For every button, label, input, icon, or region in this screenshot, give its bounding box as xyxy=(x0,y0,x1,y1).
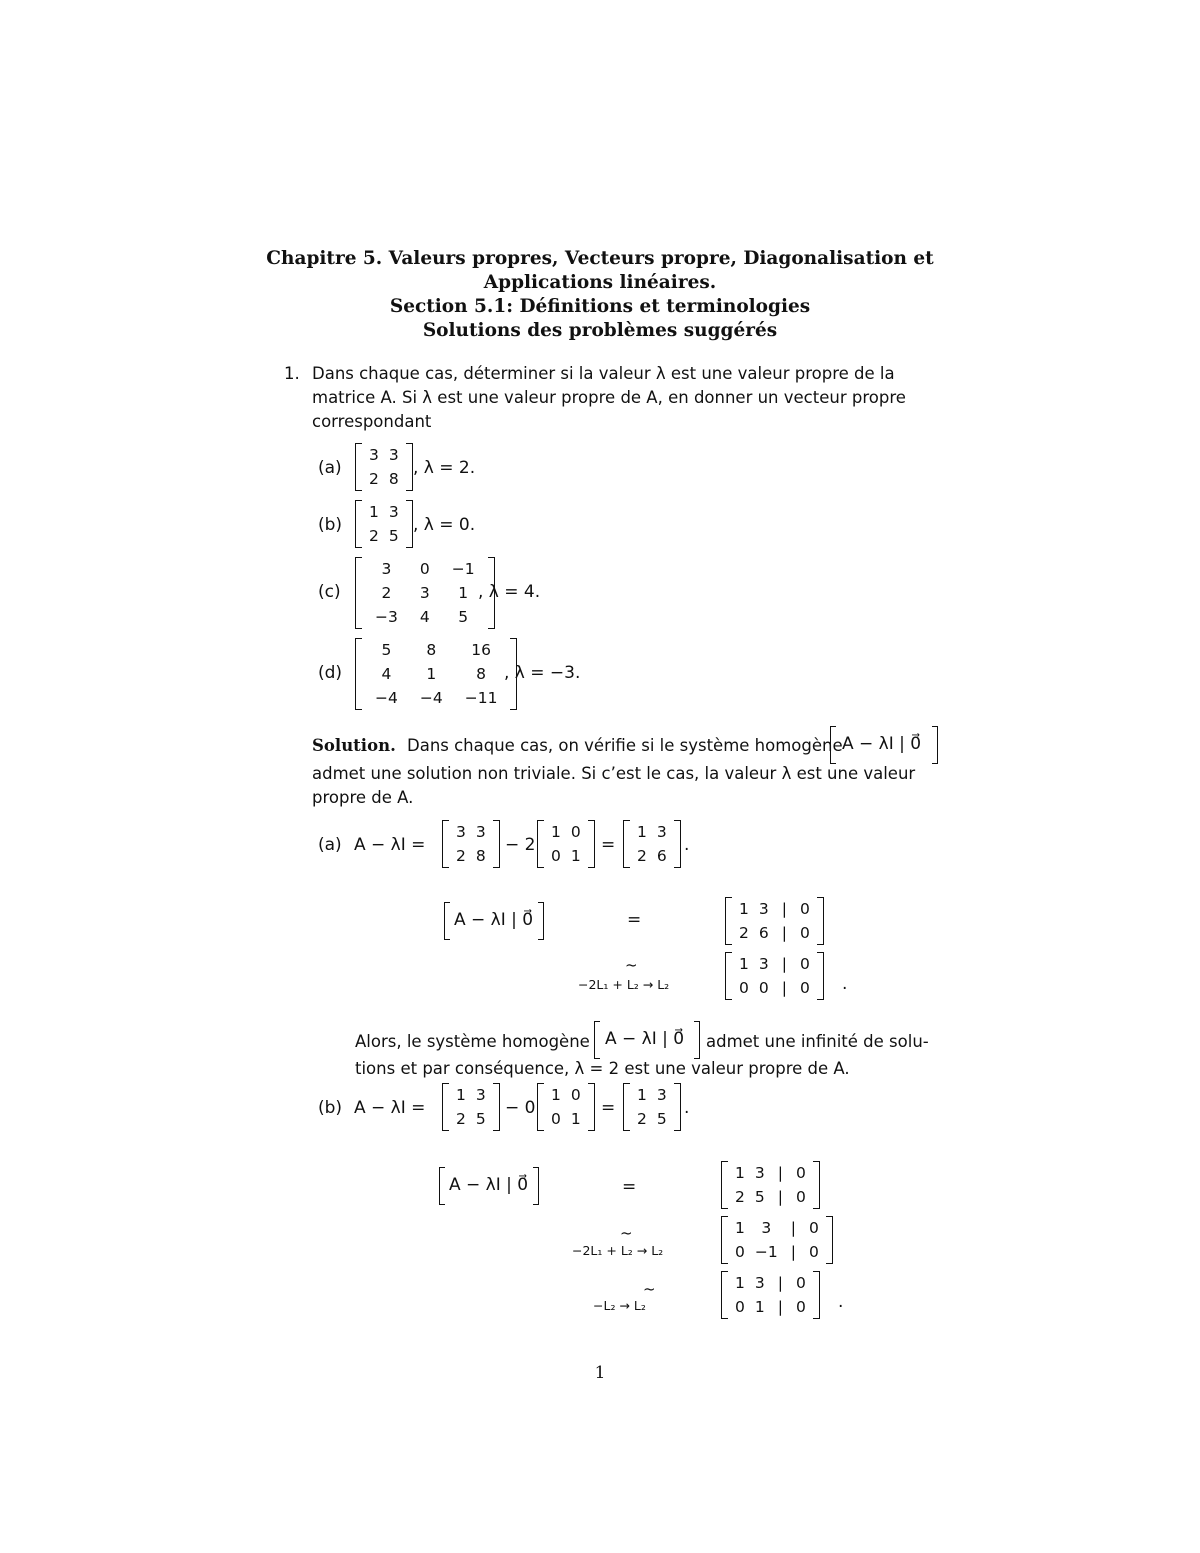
page-number: 1 xyxy=(594,1363,606,1383)
sol-a-identity: 1 0 0 1 xyxy=(537,820,595,868)
sol-b-minus: − 0 xyxy=(505,1098,536,1118)
sol-b-tilde-1: ~ xyxy=(620,1224,633,1242)
sol-a-m1: 3 3 2 8 xyxy=(442,820,500,868)
sol-a-equals: = xyxy=(601,835,616,855)
item-c-matrix: 3 0 −1 2 3 1 −3 4 5 xyxy=(355,557,495,629)
solution-intro-2: admet une solution non triviale. Si c’est le cas, la valeur λ est une valeur xyxy=(312,764,916,783)
sol-a-op1: −2L₁ + L₂ → L₂ xyxy=(578,977,670,992)
subtitle: Solutions des problèmes suggérés xyxy=(422,320,778,341)
item-a-label: (a) xyxy=(318,458,342,478)
sol-b-augmented: A − λI | 0⃗ xyxy=(439,1167,539,1205)
problem-statement-1: Dans chaque cas, déterminer si la valeur λ est une valeur propre de la xyxy=(312,364,895,383)
item-c-lambda: , λ = 4. xyxy=(478,582,541,602)
sol-a-augmented: A − λI | 0⃗ xyxy=(444,902,544,940)
sol-b-op2: −L₂ → L₂ xyxy=(593,1298,646,1313)
sol-a-lhs: A − λI = xyxy=(354,835,426,855)
sol-b-equals: = xyxy=(601,1098,616,1118)
sol-a-label: (a) xyxy=(318,835,342,855)
sol-b-op1: −2L₁ + L₂ → L₂ xyxy=(572,1243,664,1258)
section-title: Section 5.1: Définitions et terminologies xyxy=(389,296,811,317)
sol-b-reduction-3: 1 3 | 0 0 1 | 0 xyxy=(721,1271,820,1319)
problem-statement-3: correspondant xyxy=(312,412,432,431)
sol-b-m1: 1 3 2 5 xyxy=(442,1083,500,1131)
sol-a-result: 1 3 2 6 xyxy=(623,820,681,868)
item-a-lambda: , λ = 2. xyxy=(413,458,476,478)
sol-b-identity: 1 0 0 1 xyxy=(537,1083,595,1131)
chapter-title-cont: Applications linéaires. xyxy=(483,272,717,293)
sol-a-reduction-2: 1 3 | 0 0 0 | 0 xyxy=(725,952,824,1000)
sol-a-tilde: ~ xyxy=(625,956,638,974)
sol-a-minus: − 2 xyxy=(505,835,536,855)
problem-statement-2: matrice A. Si λ est une valeur propre de A, en donner un vecteur propre xyxy=(312,388,906,407)
sol-a-dot: . xyxy=(684,835,690,855)
item-a-matrix: 3 3 2 8 xyxy=(355,443,413,491)
item-b-label: (b) xyxy=(318,515,343,535)
sol-a-dot2: . xyxy=(842,974,848,994)
augmented-system-intro: A − λI | 0⃗ xyxy=(830,726,938,764)
sol-a-conclusion-pre: Alors, le système homogène xyxy=(355,1032,590,1051)
sol-b-lhs: A − λI = xyxy=(354,1098,426,1118)
sol-b-result: 1 3 2 5 xyxy=(623,1083,681,1131)
solution-intro-1: Dans chaque cas, on vérifie si le système homogène xyxy=(407,736,843,755)
sol-b-tilde-2: ~ xyxy=(643,1280,656,1298)
chapter-title: Chapitre 5. Valeurs propres, Vecteurs propre, Diagonalisation et xyxy=(266,248,934,269)
solution-heading: Solution. xyxy=(312,736,396,755)
item-b-lambda: , λ = 0. xyxy=(413,515,476,535)
sol-b-dot3: . xyxy=(838,1292,844,1312)
item-b-matrix: 1 3 2 5 xyxy=(355,500,413,548)
sol-a-conclusion-post: admet une infinité de solu- xyxy=(706,1032,929,1051)
solution-intro-3: propre de A. xyxy=(312,788,414,807)
sol-b-reduction-1: 1 3 | 0 2 5 | 0 xyxy=(721,1161,820,1209)
sol-b-dot: . xyxy=(684,1098,690,1118)
sol-a-eq: = xyxy=(627,910,642,930)
sol-b-reduction-2: 1 3 | 0 0 −1 | 0 xyxy=(721,1216,833,1264)
sol-a-conclusion-augmented: A − λI | 0⃗ xyxy=(594,1021,700,1059)
sol-a-conclusion-line2: tions et par conséquence, λ = 2 est une valeur propre de A. xyxy=(355,1059,850,1078)
sol-a-reduction-1: 1 3 | 0 2 6 | 0 xyxy=(725,897,824,945)
item-c-label: (c) xyxy=(318,582,341,602)
sol-b-label: (b) xyxy=(318,1098,343,1118)
item-d-lambda: , λ = −3. xyxy=(504,663,581,683)
item-d-label: (d) xyxy=(318,663,343,683)
sol-b-eq: = xyxy=(622,1177,637,1197)
problem-number: 1. xyxy=(284,364,300,383)
item-d-matrix: 5 8 16 4 1 8 −4 −4 −11 xyxy=(355,638,517,710)
